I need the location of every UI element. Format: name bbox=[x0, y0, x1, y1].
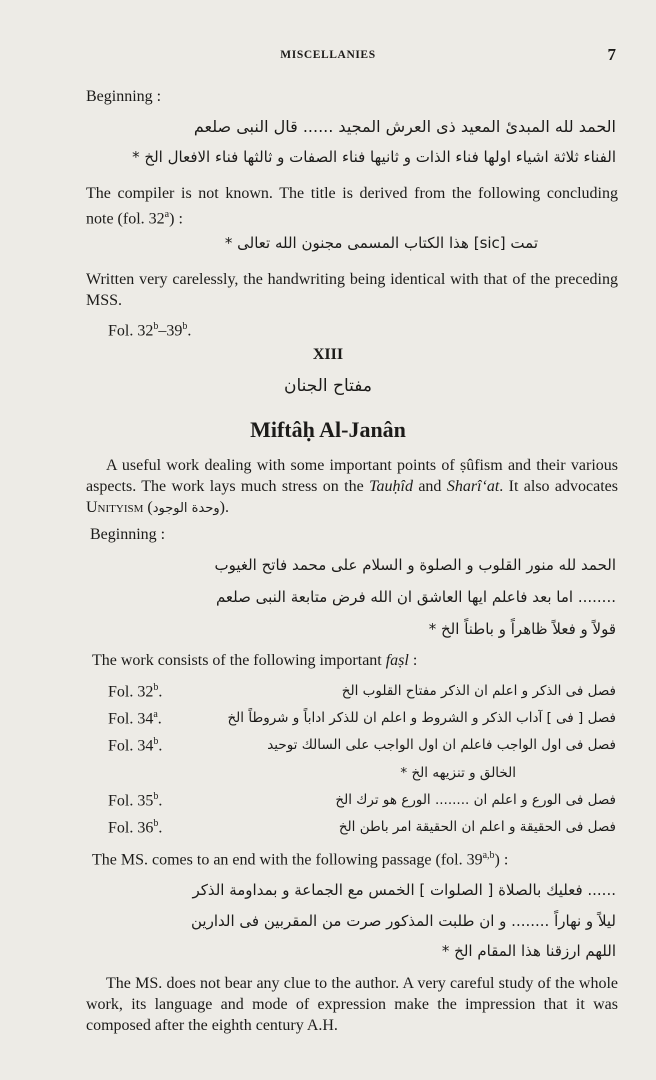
folio-text: Fol. 32 bbox=[108, 683, 154, 701]
superscript: a bbox=[164, 209, 170, 220]
section-arabic-continued: الخالق و تنزيهه الخ * bbox=[400, 765, 516, 781]
description-text: and bbox=[412, 478, 447, 495]
superscript: a,b bbox=[482, 850, 495, 861]
arabic-line: ليلاً و نهاراً ........ و ان طلبت المذكور صرت من المقربين فى الدارين bbox=[191, 912, 616, 930]
description-text: ( bbox=[143, 499, 153, 516]
page-number: 7 bbox=[607, 45, 616, 64]
section-arabic: فصل فى الورع و اعلم ان ........ الورع هو ترك الخ bbox=[335, 792, 616, 808]
superscript: b bbox=[153, 736, 159, 747]
section-folio bbox=[108, 709, 162, 728]
folio-text: . bbox=[157, 710, 162, 728]
beginning-label: Beginning : bbox=[90, 526, 166, 543]
intro-text: The MS. comes to an end with the following passage (fol. 39 bbox=[92, 851, 483, 869]
ending-intro bbox=[92, 850, 508, 869]
section-arabic: فصل فى اول الواجب فاعلم ان اول الواجب على السالك توحيد bbox=[267, 737, 616, 753]
folio-text: Fol. 32 bbox=[108, 322, 154, 340]
intro-text: ) : bbox=[494, 851, 509, 869]
description bbox=[86, 455, 618, 519]
superscript: a bbox=[153, 709, 158, 720]
folio-text: –39 bbox=[158, 322, 183, 340]
paragraph bbox=[86, 183, 618, 229]
folio-text: . bbox=[158, 819, 163, 837]
running-head: MISCELLANIES bbox=[280, 49, 376, 61]
folio-range bbox=[108, 321, 191, 340]
paragraph: Written very carelessly, the handwriting being identical with that of the preceding MSS. bbox=[86, 271, 618, 309]
paragraph-text: The compiler is not known. The title is derived from the following concluding note (fol. 32 bbox=[86, 185, 618, 228]
superscript: b bbox=[153, 682, 159, 693]
folio-text: . bbox=[187, 322, 192, 340]
fasl-intro bbox=[92, 652, 417, 670]
arabic-term: وحدة الوجود bbox=[152, 501, 220, 516]
arabic-line: الفناء ثلاثة اشياء اولها فناء الذات و ثانيها فناء الصفات و ثالثها فناء الافعال الخ * bbox=[132, 148, 616, 166]
section-arabic: فصل فى الحقيقة و اعلم ان الحقيقة امر باطن الخ bbox=[338, 819, 616, 835]
folio-text: Fol. 34 bbox=[108, 737, 154, 755]
folio-text: Fol. 36 bbox=[108, 819, 154, 837]
folio-text: . bbox=[158, 792, 163, 810]
superscript: b bbox=[153, 818, 159, 829]
description-text: ). bbox=[219, 499, 229, 516]
entry-number: XIII bbox=[312, 346, 344, 363]
arabic-line: ...... فعليك بالصلاة [ الصلوات ] الخمس مع الجماعة و بمداومة الذكر bbox=[192, 881, 616, 899]
description-text: . It also advocates bbox=[499, 478, 619, 495]
superscript: b bbox=[182, 321, 188, 332]
superscript: b bbox=[153, 791, 159, 802]
arabic-line: الحمد لله منور القلوب و الصلوة و السلام على محمد فاتح الغيوب bbox=[214, 556, 616, 574]
folio-text: . bbox=[158, 737, 163, 755]
arabic-line: الحمد لله المبدئ المعيد ذى العرش المجيد ...... قال النبى صلعم bbox=[193, 117, 616, 136]
section-folio bbox=[108, 736, 162, 755]
term: faṣl bbox=[385, 652, 409, 669]
arabic-line: قولاً و فعلاً ظاهراً و باطناً الخ * bbox=[428, 620, 616, 638]
entry-title: Miftâḥ Al-Janân bbox=[250, 417, 406, 442]
folio-text: Fol. 35 bbox=[108, 792, 154, 810]
arabic-line: اللهم ارزقنا هذا المقام الخ * bbox=[441, 942, 616, 960]
term: Unityism bbox=[86, 499, 144, 516]
beginning-label: Beginning : bbox=[86, 88, 162, 105]
section-arabic: فصل [ فى ] آداب الذكر و الشروط و اعلم ان للذكر اداباً و شروطاً الخ bbox=[227, 710, 616, 726]
arabic-title: مفتاح الجنان bbox=[283, 376, 373, 396]
arabic-line: تمت [sic] هذا الكتاب المسمى مجنون الله تعالى * bbox=[224, 234, 538, 252]
intro-text: The work consists of the following important bbox=[92, 652, 386, 669]
intro-text: : bbox=[408, 652, 418, 669]
closing-paragraph: The MS. does not bear any clue to the author. A very careful study of the whole work, its language and mode of expression make the impression that it was composed after the eighth century A.H. bbox=[86, 975, 618, 1034]
folio-text: . bbox=[158, 683, 163, 701]
section-folio bbox=[108, 791, 162, 810]
superscript: b bbox=[153, 321, 159, 332]
section-folio bbox=[108, 682, 162, 701]
arabic-line: ........ اما بعد فاعلم ايها العاشق ان الله فرض متابعة النبى صلعم bbox=[215, 588, 616, 606]
section-arabic: فصل فى الذكر و اعلم ان الذكر مفتاح القلوب الخ bbox=[341, 683, 616, 699]
term: Sharî‘at bbox=[446, 478, 500, 495]
description-text: A useful work dealing with some important points of ṣûfism and their various aspects. The work lays much stress on the bbox=[86, 457, 618, 495]
section-folio bbox=[108, 818, 162, 837]
term: Tauḥîd bbox=[369, 478, 413, 495]
paragraph-text: ) : bbox=[169, 210, 183, 228]
folio-text: Fol. 34 bbox=[108, 710, 154, 728]
